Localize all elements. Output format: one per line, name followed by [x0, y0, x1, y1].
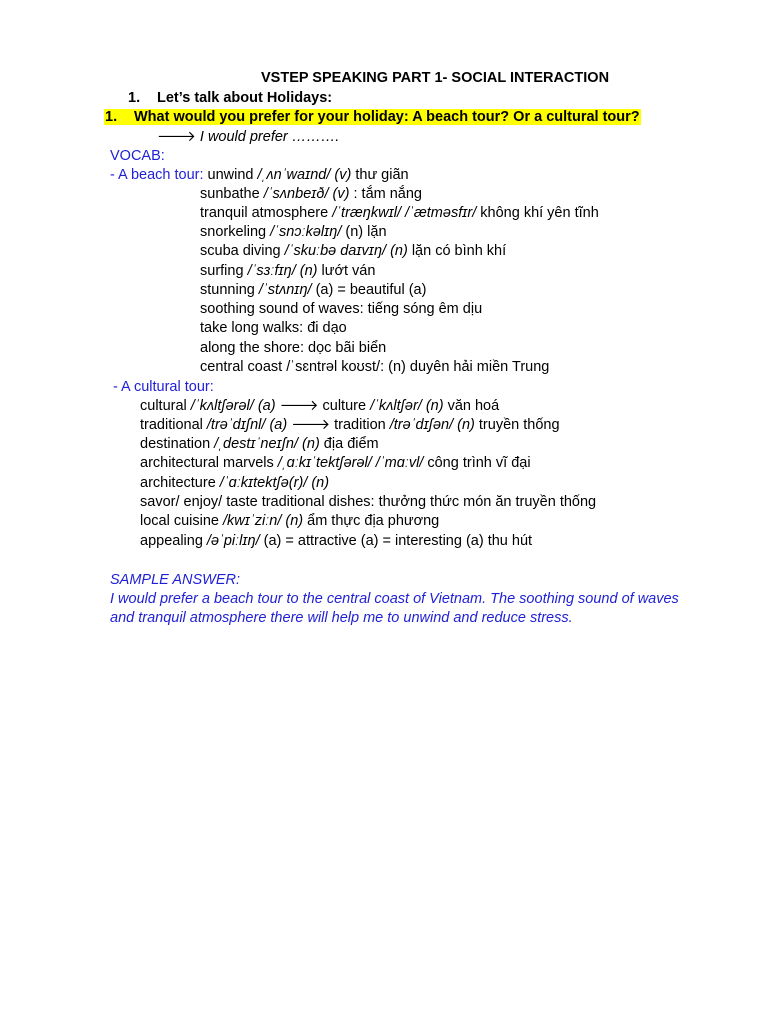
vocab-meaning: địa điểm [319, 436, 379, 452]
answer-stub [157, 128, 339, 147]
vocab-word: sunbathe [200, 186, 264, 202]
vocab-item [140, 416, 560, 435]
question-text: What would you prefer for your holiday: A beach tour? Or a cultural tour? [134, 109, 640, 125]
vocab-ipa: /ˌɑːkɪˈtektʃərəl/ /ˈmɑːvl/ [277, 455, 424, 471]
vocab-meaning: lặn có bình khí [407, 243, 507, 259]
arrow-icon: 🡒 [157, 129, 196, 145]
vocab-ipa: /ˈkʌltʃər/ (n) [370, 398, 444, 414]
vocab-item [140, 493, 596, 512]
vocab-ipa: /ˈstʌnɪŋ/ [258, 282, 312, 298]
question-highlight [104, 109, 641, 125]
vocab-item [200, 204, 599, 223]
sample-answer-text: I would prefer a beach tour to the central coast of Vietnam. The soothing sound of waves and tranquil atmosphere there will help me to unwind and reduce stress. [110, 591, 679, 626]
vocab-ipa: /ˈsʌnbeɪð/ (v) [263, 186, 350, 202]
vocab-meaning: văn hoá [443, 398, 500, 414]
vocab-item [140, 474, 329, 493]
vocab-word: stunning [200, 282, 259, 298]
vocab-meaning: công trình vĩ đại [423, 455, 531, 471]
question-line [104, 108, 641, 127]
vocab-ipa: /ˈtræŋkwɪl/ /ˈætməsfɪr/ [332, 205, 477, 221]
vocab-ipa: /ˈsɜːfɪŋ/ (n) [247, 263, 318, 279]
vocab-meaning: truyền thống [474, 417, 560, 433]
vocab-item [200, 300, 482, 319]
vocab-meaning: thư giãn [351, 167, 409, 183]
page-title: VSTEP SPEAKING PART 1- SOCIAL INTERACTION [261, 70, 610, 86]
vocab-related: 🡒 tradition [287, 417, 390, 433]
sample-answer-heading: SAMPLE ANSWER: [110, 572, 240, 588]
vocab-meaning: lướt ván [317, 263, 376, 279]
vocab-ipa: /kwɪˈziːn/ (n) [223, 513, 304, 529]
vocab-word: snorkeling [200, 224, 271, 240]
vocab-word: savor/ enjoy/ taste traditional dishes: thưởng thức món ăn truyền thống [140, 494, 597, 510]
cultural-label: - A cultural tour: [113, 379, 214, 395]
vocab-ipa: /ˌʌnˈwaɪnd/ (v) [257, 167, 352, 183]
vocab-related: 🡒 culture [275, 398, 371, 414]
topic-heading [128, 89, 332, 108]
vocab-word: central coast /ˈsɛntrəl koʊst/: (n) duyên hải miền Trung [200, 359, 550, 375]
beach-first-line [110, 166, 409, 185]
vocab-word: architecture [140, 475, 220, 491]
vocab-word: scuba diving [200, 243, 285, 259]
vocab-ipa: /ˌdestɪˈneɪʃn/ (n) [214, 436, 320, 452]
vocab-word: local cuisine [140, 513, 224, 529]
vocab-word: traditional [140, 417, 207, 433]
vocab-meaning: không khí yên tĩnh [476, 205, 599, 221]
vocab-meaning: ẩm thực địa phương [303, 513, 440, 529]
vocab-ipa: /trəˈdɪʃən/ (n) [389, 417, 475, 433]
vocab-meaning: (n) lặn [341, 224, 387, 240]
vocab-word: appealing [140, 533, 207, 549]
vocab-item [200, 185, 422, 204]
vocab-item [140, 532, 532, 551]
vocab-word: soothing sound of waves: tiếng sóng êm dịu [200, 301, 483, 317]
vocab-ipa: /trəˈdɪʃnl/ (a) [206, 417, 288, 433]
vocab-ipa: /əˈpiːlɪŋ/ [206, 533, 260, 549]
vocab-item [140, 397, 499, 416]
vocab-meaning: (a) = attractive (a) = interesting (a) thu hút [259, 533, 533, 549]
vocab-ipa: /ˈsnɔːkəlɪŋ/ [270, 224, 342, 240]
vocab-heading: VOCAB: [110, 148, 165, 164]
question-number: 1. [105, 109, 118, 125]
vocab-item [200, 358, 549, 377]
vocab-ipa: /ˈskuːbə daɪvɪŋ/ (n) [284, 243, 408, 259]
topic-label: Let’s talk about Holidays: [157, 90, 333, 106]
vocab-item [200, 339, 386, 358]
vocab-word: architectural marvels [140, 455, 278, 471]
vocab-item [140, 435, 379, 454]
topic-number: 1. [128, 90, 141, 106]
vocab-item [200, 319, 347, 338]
vocab-word: surfing [200, 263, 248, 279]
vocab-ipa: /ˈɑːkɪtektʃə(r)/ (n) [219, 475, 330, 491]
vocab-item [140, 512, 439, 531]
vocab-item [200, 281, 426, 300]
vocab-word: along the shore: dọc bãi biển [200, 340, 387, 356]
vocab-meaning: : tắm nắng [349, 186, 422, 202]
vocab-ipa: /ˈkʌltʃərəl/ (a) [190, 398, 276, 414]
answer-stub-text: I would prefer ………. [199, 129, 340, 145]
beach-label: - A beach tour: [110, 167, 204, 183]
vocab-word: unwind [203, 167, 258, 183]
vocab-item [200, 242, 506, 261]
vocab-word: cultural [140, 398, 191, 414]
vocab-word: take long walks: đi dạo [200, 320, 347, 336]
vocab-word: destination [140, 436, 215, 452]
vocab-item [140, 454, 531, 473]
vocab-item [200, 262, 375, 281]
vocab-meaning: (a) = beautiful (a) [311, 282, 427, 298]
vocab-item [200, 223, 387, 242]
vocab-word: tranquil atmosphere [200, 205, 333, 221]
